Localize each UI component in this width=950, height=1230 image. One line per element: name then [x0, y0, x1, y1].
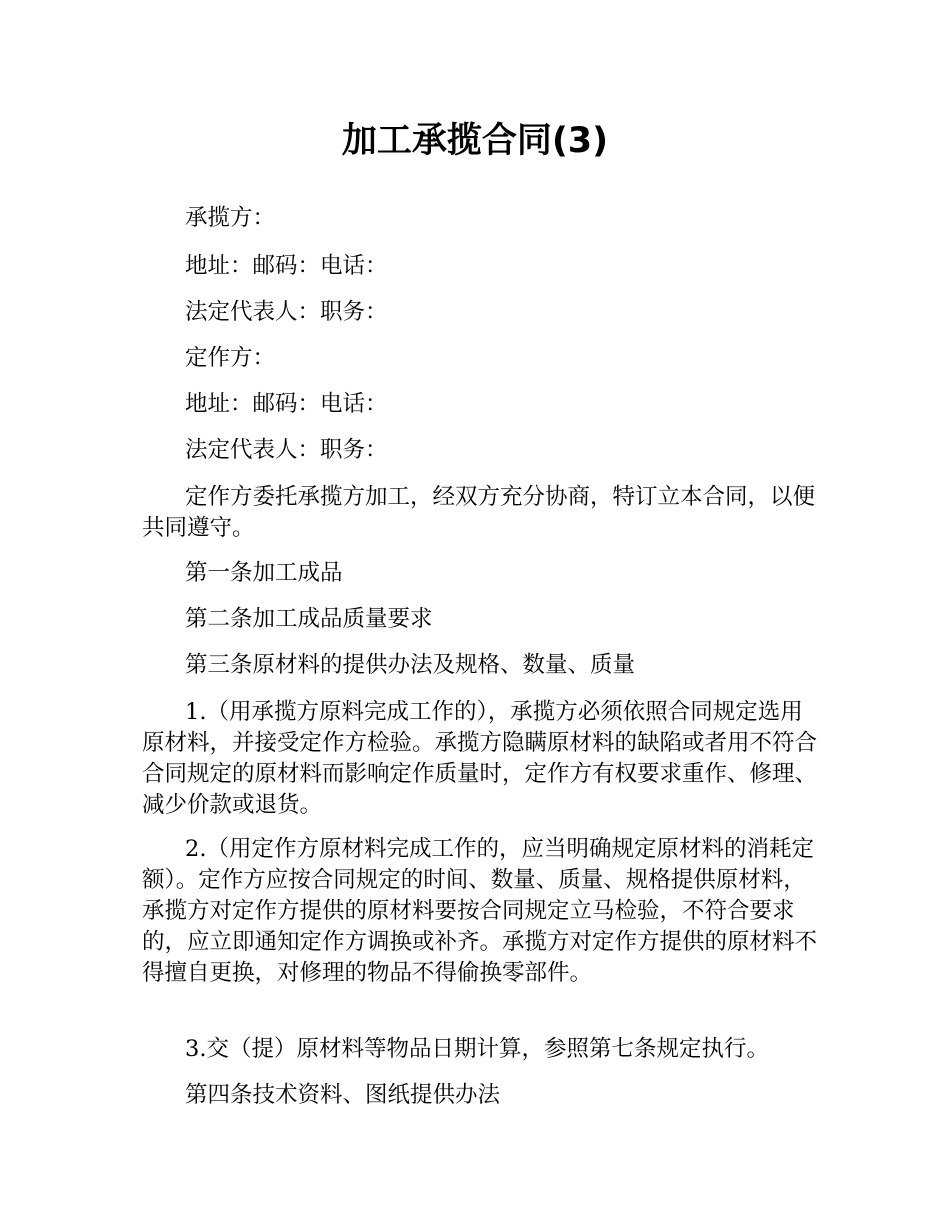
contractor-address-line: 地址：邮码：电话：: [185, 253, 388, 279]
article-3-heading: 第三条原材料的提供办法及规格、数量、质量: [185, 652, 636, 678]
document-title: 加工承揽合同(3): [341, 121, 609, 161]
article-3-clause-1: 1.（用承揽方原料完成工作的），承揽方必须依照合同规定选用原材料，并接受定作方检验。承揽方隐瞒原材料的缺陷或者用不符合合同规定的原材料而影响定作质量时，定作方有权要求重作、修理、减少价款或退货。: [142, 699, 818, 818]
article-2-heading: 第二条加工成品质量要求: [185, 606, 433, 632]
article-4-heading: 第四条技术资料、图纸提供办法: [185, 1082, 501, 1108]
client-line: 定作方：: [185, 345, 276, 371]
client-address-line: 地址：邮码：电话：: [185, 391, 388, 417]
client-representative-line: 法定代表人：职务：: [185, 437, 388, 463]
article-1-heading: 第一条加工成品: [185, 560, 343, 586]
contractor-representative-line: 法定代表人：职务：: [185, 299, 388, 325]
preamble-paragraph: 定作方委托承揽方加工，经双方充分协商，特订立本合同，以便共同遵守。: [142, 484, 816, 541]
article-3-clause-3: 3.交（提）原材料等物品日期计算，参照第七条规定执行。: [185, 1036, 769, 1062]
article-3-clause-2: 2.（用定作方原材料完成工作的，应当明确规定原材料的消耗定额）。定作方应按合同规定的时间、数量、质量、规格提供原材料，承揽方对定作方提供的原材料要按合同规定立马检验，不符合要求的，应立即通知定作方调换或补齐。承揽方对定作方提供的原材料不得擅自更换，对修理的物品不得偷换零部件。: [142, 836, 818, 986]
contractor-line: 承揽方：: [185, 205, 276, 231]
